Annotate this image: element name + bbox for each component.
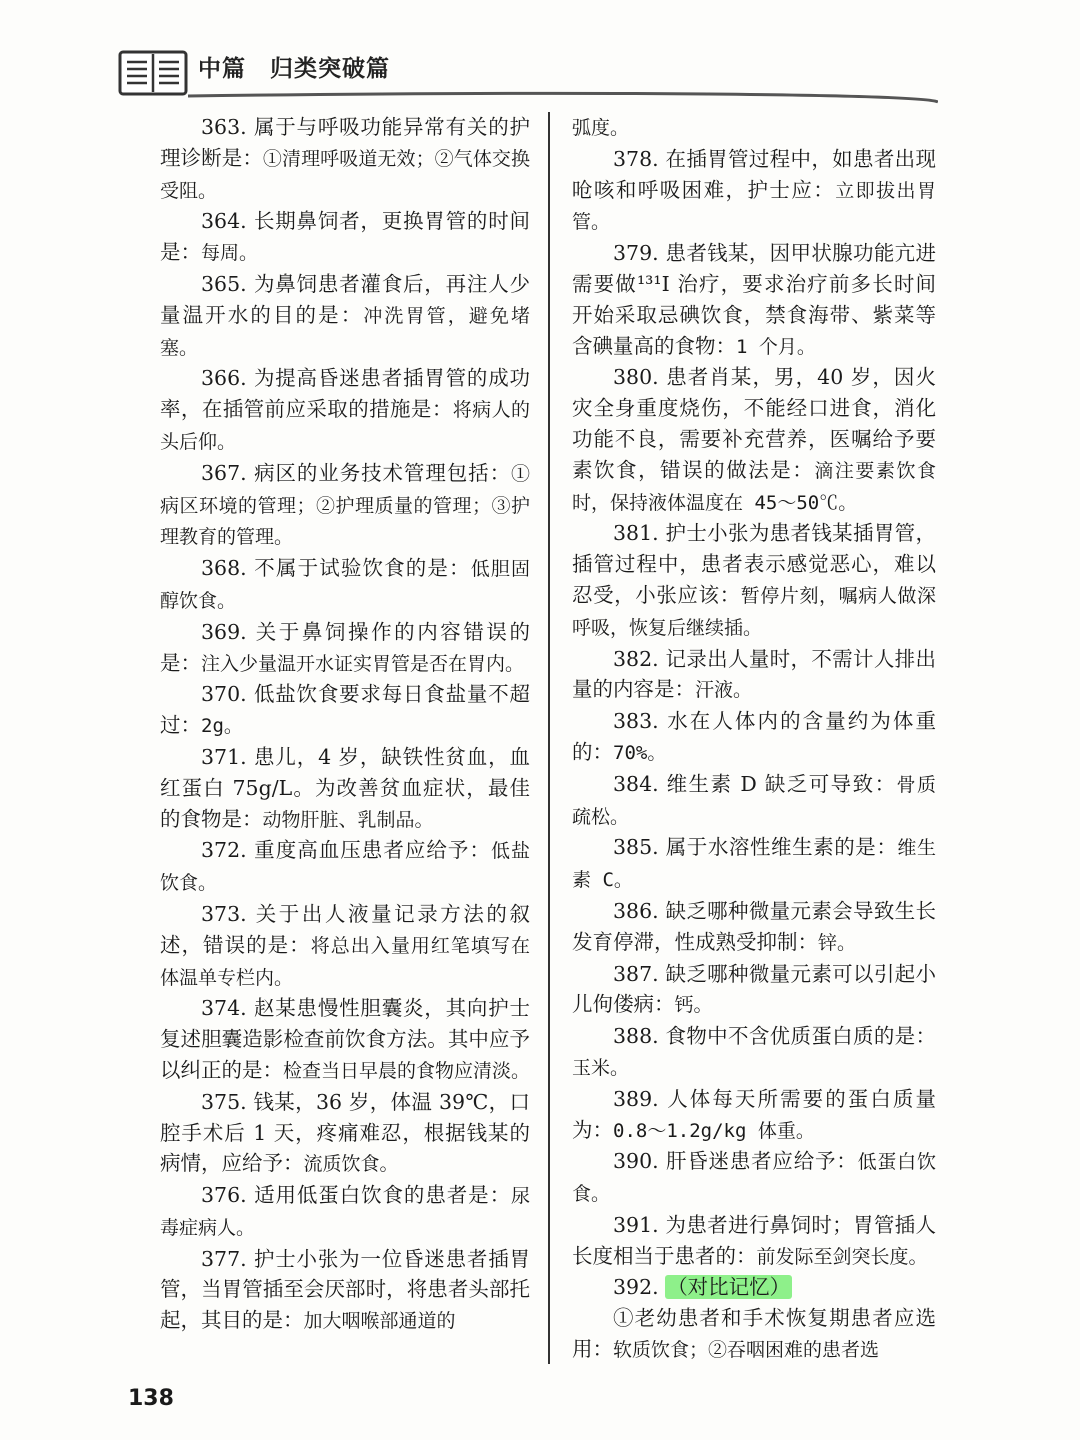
qa-entry xyxy=(160,1087,530,1180)
qa-entry xyxy=(160,617,530,680)
answer-text: 检查当日早晨的食物应清淡。 xyxy=(283,1059,531,1082)
question-text: 377. 护士小张为一位昏迷患者插胃管，当胃管插至会厌部时，将患者头部托起，其目的是： xyxy=(160,1246,530,1333)
qa-entry xyxy=(160,742,530,835)
qa-entry xyxy=(572,238,936,362)
question-text: 375. 钱某，36 岁，体温 39℃，口腔手术后 1 天，疼痛难忍，根据钱某的病情，应给予： xyxy=(160,1089,530,1176)
question-text: 383. 水在人体内的含量约为体重的： xyxy=(572,709,936,764)
question-text: 389. 人体每天所需要的蛋白质量为： xyxy=(572,1086,936,1142)
qa-entry xyxy=(572,1303,936,1366)
answer-text: 前发际至剑突长度。 xyxy=(756,1245,928,1268)
question-text: 380. 患者肖某，男，40 岁，因火灾全身重度烧伤，不能经口进食，消化功能不良，需要补充营养，医嘱给予要素饮食，错误的做法是： xyxy=(572,365,936,482)
qa-entry xyxy=(160,553,530,617)
highlighted-note: （对比记忆） xyxy=(667,1275,791,1300)
question-text: 372. 重度高血压患者应给予： xyxy=(201,838,491,863)
question-text: 378. 在插胃管过程中，如患者出现呛咳和呼吸困难，护士应： xyxy=(572,146,936,202)
qa-entry xyxy=(572,1272,936,1303)
answer-text: 骨质疏松。 xyxy=(572,773,936,828)
right-column xyxy=(572,112,936,1366)
book-icon xyxy=(118,48,188,98)
answer-text: 尿毒症病人。 xyxy=(160,1185,530,1239)
question-text: 379. 患者钱某，因甲状腺功能亢进需要做¹³¹I 治疗，要求治疗前多长时间开始采取忌碘饮食，禁食海带、紫菜等含碘量高的食物： xyxy=(572,241,936,358)
answer-text: 低蛋白饮食。 xyxy=(572,1151,936,1206)
qa-entry xyxy=(160,363,530,457)
question-text: 364. 长期鼻饲者，更换胃管的时间是： xyxy=(160,209,530,265)
question-text: 366. 为提高昏迷患者插胃管的成功率，在插管前应采取的措施是： xyxy=(160,366,530,422)
answer-text: 0.8～1.2g/kg 体重。 xyxy=(613,1119,815,1142)
left-column xyxy=(160,112,530,1337)
answer-text: 玉米。 xyxy=(572,1056,630,1079)
answer-text: 钙。 xyxy=(674,994,713,1017)
question-text: 365. 为鼻饲患者灌食后，再注人少量温开水的目的是： xyxy=(160,271,530,327)
question-text: ①老幼患者和手术恢复期患者应选用： xyxy=(572,1306,936,1362)
qa-entry xyxy=(572,518,936,643)
column-divider xyxy=(548,112,550,1364)
question-text: 386. 缺乏哪种微量元素会导致生长发育停滞，性成熟受抑制： xyxy=(572,898,936,954)
answer-text: 锌。 xyxy=(818,931,857,954)
answer-text: 1 个月。 xyxy=(736,335,816,358)
qa-entry xyxy=(572,769,936,833)
qa-entry xyxy=(572,1210,936,1273)
answer-text: 弧度。 xyxy=(572,117,630,139)
answer-text: 将病人的头后仰。 xyxy=(160,399,530,453)
qa-entry xyxy=(160,679,530,742)
qa-entry xyxy=(572,706,936,769)
answer-text: 加大咽喉部通道的 xyxy=(303,1310,456,1333)
question-text: 388. 食物中不含优质蛋白质的是： xyxy=(613,1024,936,1049)
question-text: 381. 护士小张为患者钱某插胃管，插管过程中，患者表示感觉恶心，难以忍受，小张应该： xyxy=(572,521,936,607)
answer-text: 低盐饮食。 xyxy=(160,840,530,895)
question-text: 374. 赵某患慢性胆囊炎，其向护士复述胆囊造影检查前饮食方法。其中应予以纠正的是： xyxy=(160,996,530,1082)
question-text: 373. 关于出人液量记录方法的叙述，错误的是： xyxy=(160,901,530,957)
question-text: 370. 低盐饮食要求每日食盐量不超过： xyxy=(160,682,530,738)
answer-text: 每周。 xyxy=(201,242,259,265)
qa-entry xyxy=(160,112,530,206)
section-title: 中篇 归类突破篇 xyxy=(198,56,390,82)
qa-entry xyxy=(160,458,530,553)
qa-entry xyxy=(160,1180,530,1244)
answer-text: ①清理呼吸道无效；②气体交换受阻。 xyxy=(160,147,530,202)
qa-entry xyxy=(572,1084,936,1147)
page-header xyxy=(118,44,938,104)
answer-text: 软质饮食；②吞咽困难的患者选 xyxy=(613,1339,880,1362)
answer-text: 注入少量温开水证实胃管是否在胃内。 xyxy=(201,652,525,675)
qa-entry xyxy=(572,362,936,518)
answer-text: 滴注要素饮食时，保持液体温度在 45～50℃。 xyxy=(572,459,936,514)
answer-text: 汗液。 xyxy=(695,679,753,702)
question-text: 376. 适用低蛋白饮食的患者是： xyxy=(201,1183,511,1208)
qa-entry xyxy=(160,835,530,899)
qa-entry xyxy=(160,1244,530,1337)
question-text: 385. 属于水溶性维生素的是： xyxy=(613,835,898,860)
qa-entry xyxy=(572,644,936,707)
answer-text: 将总出入量用红笔填写在体温单专栏内。 xyxy=(160,934,530,989)
question-text: 391. 为患者进行鼻饲时；胃管插人长度相当于患者的： xyxy=(572,1212,936,1268)
question-text: 384. 维生素 D 缺乏可导致： xyxy=(613,771,897,796)
answer-text: 冲洗胃管，避免堵塞。 xyxy=(160,304,530,359)
answer-text: 流质饮食。 xyxy=(303,1153,399,1176)
qa-entry xyxy=(572,1146,936,1210)
question-text: 382. 记录出人量时，不需计人排出量的内容是： xyxy=(572,646,936,702)
qa-entry xyxy=(572,1021,936,1084)
header-rule xyxy=(188,74,938,104)
question-text: 371. 患儿，4 岁，缺铁性贫血，血红蛋白 75g/L。为改善贫血症状，最佳的食物是： xyxy=(160,744,530,831)
question-text: 392. xyxy=(613,1275,659,1300)
question-text: 368. 不属于试验饮食的是： xyxy=(201,556,471,581)
question-text: 363. 属于与呼吸功能异常有关的护理诊断是： xyxy=(160,115,530,170)
page-number: 138 xyxy=(128,1386,174,1411)
answer-text: 70%。 xyxy=(613,741,667,764)
answer-text: ①病区环境的管理；②护理质量的管理；③护理教育的管理。 xyxy=(160,462,530,549)
answer-text: 低胆固醇饮食。 xyxy=(160,558,530,612)
qa-entry xyxy=(572,896,936,959)
qa-entry xyxy=(572,144,936,238)
question-text: 367. 病区的业务技术管理包括： xyxy=(201,460,511,485)
qa-entry xyxy=(160,206,530,269)
question-text: 387. 缺乏哪种微量元素可以引起小儿佝偻病： xyxy=(572,961,936,1017)
qa-entry xyxy=(572,832,936,896)
answer-text: 2g。 xyxy=(201,715,243,738)
qa-entry xyxy=(572,959,936,1022)
question-text: 369. 关于鼻饲操作的内容错误的是： xyxy=(160,619,530,675)
qa-entry xyxy=(160,899,530,993)
qa-entry xyxy=(572,112,936,144)
qa-entry xyxy=(160,993,530,1086)
answer-text: 维生素 C。 xyxy=(572,837,936,892)
question-text: 390. 肝昏迷患者应给予： xyxy=(613,1149,858,1174)
answer-text: 动物肝脏、乳制品。 xyxy=(262,808,434,831)
answer-text: 立即拔出胃管。 xyxy=(572,179,936,234)
qa-entry xyxy=(160,269,530,363)
answer-text: 暂停片刻，嘱病人做深呼吸，恢复后继续插。 xyxy=(572,584,936,639)
